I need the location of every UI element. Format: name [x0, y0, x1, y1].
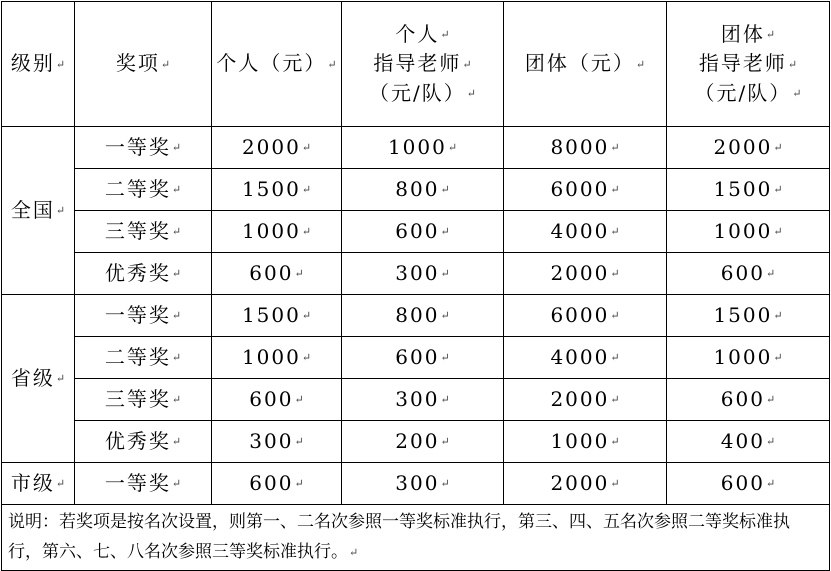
award-cell: 三等奖 ↵: [75, 211, 212, 253]
header-award: 奖项 ↵: [75, 2, 212, 127]
team-teacher-cell: 1500 ↵: [667, 295, 830, 337]
table-row: [2, 169, 830, 211]
level-cell: 全国 ↵: [2, 127, 75, 295]
team-cell: 2000 ↵: [504, 253, 667, 295]
team-teacher-cell: 1000 ↵: [667, 211, 830, 253]
award-cell: 优秀奖 ↵: [75, 421, 212, 463]
header-team: 团体（元） ↵: [504, 2, 667, 127]
individual-cell: 600 ↵: [212, 253, 342, 295]
header-line: 团体 ↵: [667, 20, 829, 50]
header-line: 指导老师 ↵: [667, 49, 829, 79]
team-cell: 4000 ↵: [504, 337, 667, 379]
individual-teacher-cell: 800 ↵: [342, 295, 504, 337]
table-row: [2, 253, 830, 295]
header-team-teacher: [667, 2, 830, 127]
team-teacher-cell: 600 ↵: [667, 379, 830, 421]
table-row: [2, 379, 830, 421]
individual-teacher-cell: 300 ↵: [342, 379, 504, 421]
award-table: [1, 1, 830, 571]
header-line: （元/队） ↵: [667, 79, 829, 109]
award-cell: 一等奖 ↵: [75, 127, 212, 169]
team-cell: 6000 ↵: [504, 295, 667, 337]
table-row: [2, 421, 830, 463]
team-cell: 8000 ↵: [504, 127, 667, 169]
note-text: 说明：若奖项是按名次设置，则第一、二名次参照一等奖标准执行，第三、四、五名次参照二等奖标准执行，第六、七、八名次参照三等奖标准执行。 ↵: [2, 505, 830, 571]
team-cell: 2000 ↵: [504, 379, 667, 421]
award-cell: 一等奖 ↵: [75, 463, 212, 505]
header-row: [2, 2, 830, 127]
individual-teacher-cell: 800 ↵: [342, 169, 504, 211]
team-teacher-cell: 1000 ↵: [667, 337, 830, 379]
team-teacher-cell: 1500 ↵: [667, 169, 830, 211]
award-cell: 一等奖 ↵: [75, 295, 212, 337]
level-cell: 市级 ↵: [2, 463, 75, 505]
table-row: [2, 463, 830, 505]
award-cell: 二等奖 ↵: [75, 337, 212, 379]
level-cell: 省级 ↵: [2, 295, 75, 463]
table-row: [2, 295, 830, 337]
award-cell: 二等奖 ↵: [75, 169, 212, 211]
individual-cell: 2000 ↵: [212, 127, 342, 169]
header-line: 指导老师 ↵: [342, 49, 503, 79]
team-teacher-cell: 600 ↵: [667, 253, 830, 295]
team-cell: 1000 ↵: [504, 421, 667, 463]
individual-cell: 300 ↵: [212, 421, 342, 463]
table-row: [2, 337, 830, 379]
header-line: （元/队） ↵: [342, 79, 503, 109]
team-teacher-cell: 600 ↵: [667, 463, 830, 505]
individual-cell: 600 ↵: [212, 379, 342, 421]
award-cell: 三等奖 ↵: [75, 379, 212, 421]
note-row: [2, 505, 830, 571]
header-individual-teacher: [342, 2, 504, 127]
header-level: 级别 ↵: [2, 2, 75, 127]
individual-teacher-cell: 1000 ↵: [342, 127, 504, 169]
individual-teacher-cell: 300 ↵: [342, 253, 504, 295]
individual-teacher-cell: 300 ↵: [342, 463, 504, 505]
header-individual: 个人（元） ↵: [212, 2, 342, 127]
team-cell: 4000 ↵: [504, 211, 667, 253]
table-row: [2, 211, 830, 253]
table-row: [2, 127, 830, 169]
header-line: 个人 ↵: [342, 20, 503, 50]
team-cell: 6000 ↵: [504, 169, 667, 211]
individual-teacher-cell: 600 ↵: [342, 337, 504, 379]
team-teacher-cell: 2000 ↵: [667, 127, 830, 169]
individual-cell: 600 ↵: [212, 463, 342, 505]
individual-teacher-cell: 600 ↵: [342, 211, 504, 253]
individual-cell: 1000 ↵: [212, 337, 342, 379]
individual-cell: 1000 ↵: [212, 211, 342, 253]
team-teacher-cell: 400 ↵: [667, 421, 830, 463]
individual-cell: 1500 ↵: [212, 169, 342, 211]
individual-teacher-cell: 200 ↵: [342, 421, 504, 463]
individual-cell: 1500 ↵: [212, 295, 342, 337]
team-cell: 2000 ↵: [504, 463, 667, 505]
award-cell: 优秀奖 ↵: [75, 253, 212, 295]
